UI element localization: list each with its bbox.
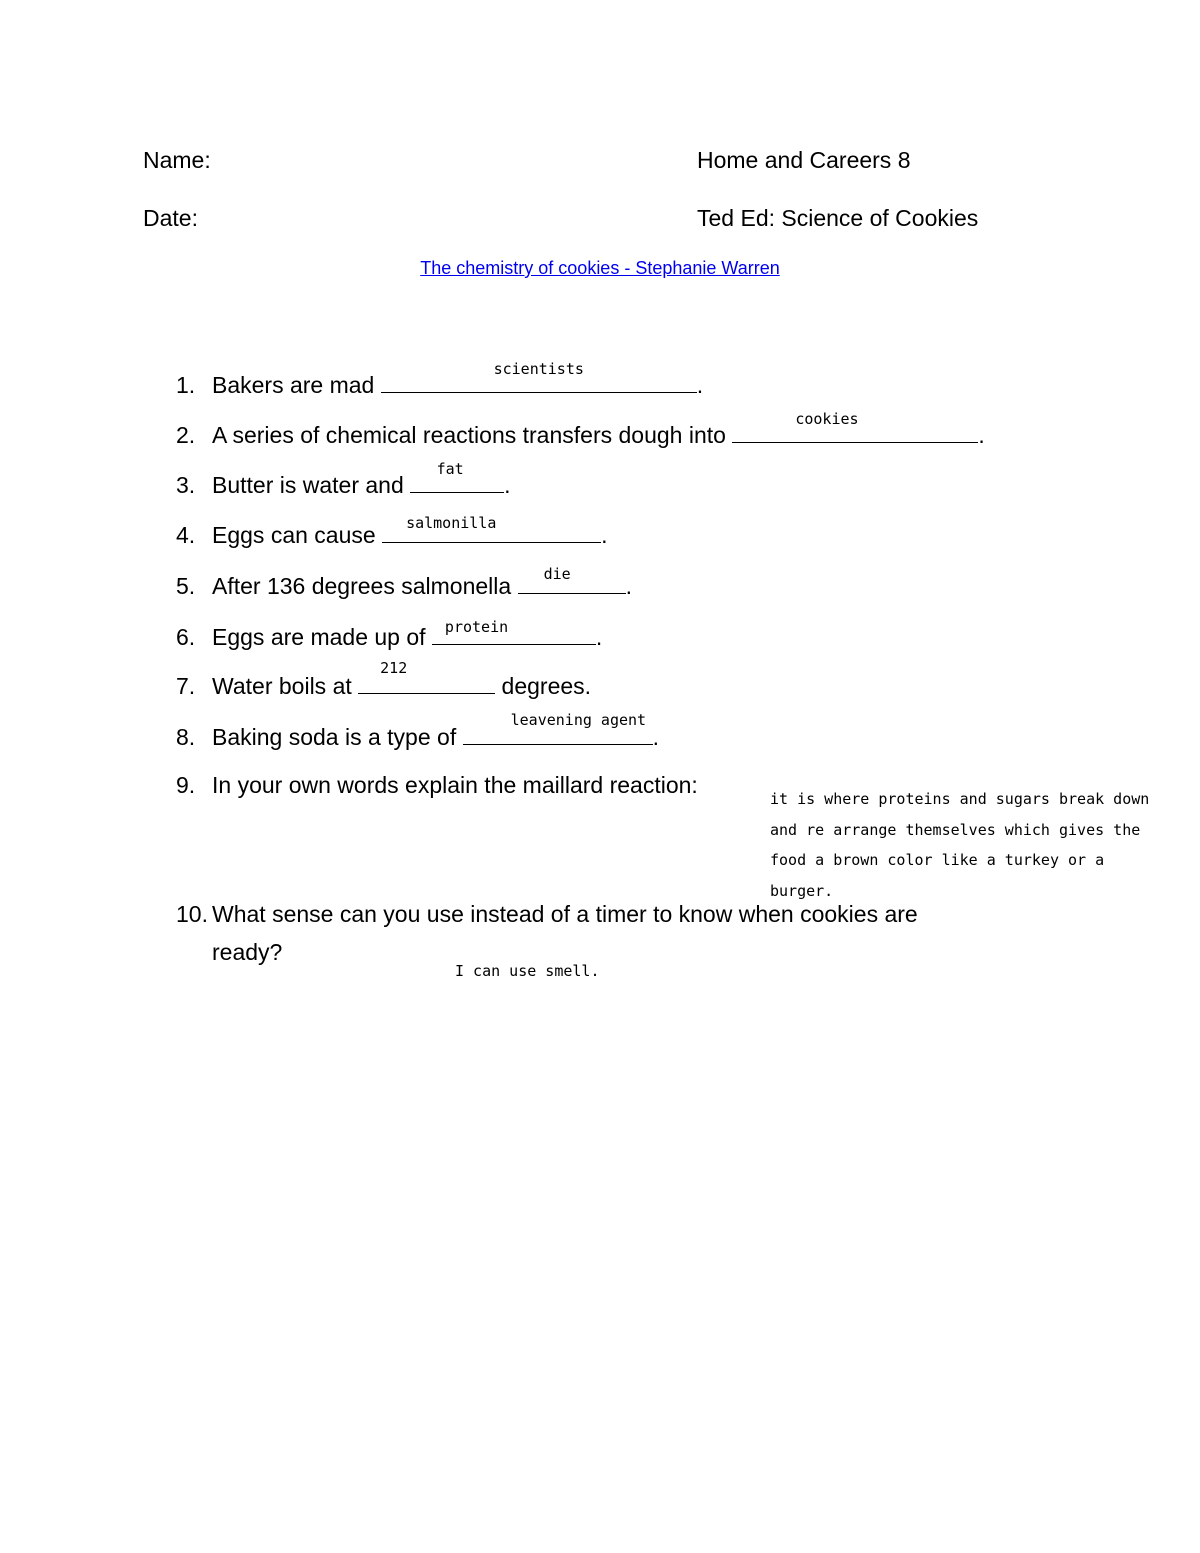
- question-text: In your own words explain the maillard reaction:: [212, 772, 698, 798]
- question-text: Bakers are mad: [212, 372, 381, 398]
- answer-blank[interactable]: [432, 618, 596, 645]
- question-number: 1.: [176, 372, 196, 398]
- question-suffix: .: [595, 624, 603, 650]
- question-5: [176, 565, 632, 600]
- answer-text: fat: [436, 460, 464, 478]
- answer-blank[interactable]: [732, 410, 978, 443]
- question-text: Water boils at: [212, 673, 359, 699]
- question-number: 5.: [176, 573, 196, 599]
- question-9: [176, 771, 698, 799]
- question-2: [176, 410, 985, 449]
- question-number: 6.: [176, 624, 196, 650]
- question-suffix: .: [504, 472, 511, 498]
- video-link[interactable]: The chemistry of cookies - Stephanie Warren: [420, 258, 780, 278]
- question-suffix: .: [978, 422, 985, 448]
- answer-text: cookies: [795, 410, 859, 428]
- question-text: Baking soda is a type of: [212, 724, 463, 750]
- answer-blank[interactable]: [382, 514, 601, 543]
- question-number: 7.: [176, 673, 196, 699]
- question-number: 2.: [176, 422, 196, 448]
- name-label: Name:: [143, 147, 211, 173]
- question-1: [176, 360, 704, 399]
- question-number: 9.: [176, 772, 196, 798]
- question-text: What sense can you use instead of a timer to know when cookies are: [212, 901, 918, 927]
- question-10-continued: ready?: [212, 939, 283, 965]
- answer-9-text[interactable]: it is where proteins and sugars break down and re arrange themselves which gives the food a brown color like a turkey or a burger.: [770, 790, 1150, 900]
- question-text: A series of chemical reactions transfers dough into: [212, 422, 733, 448]
- course-title: Home and Careers 8: [697, 147, 911, 173]
- question-text: Eggs are made up of: [212, 624, 432, 650]
- answer-blank[interactable]: [518, 565, 626, 594]
- answer-text: leavening agent: [510, 711, 647, 729]
- question-suffix: .: [696, 372, 704, 398]
- answer-10-text[interactable]: I can use smell.: [455, 962, 600, 980]
- question-number: 10.: [176, 901, 208, 927]
- question-text: After 136 degrees salmonella: [212, 573, 518, 599]
- question-suffix: .: [601, 522, 608, 548]
- answer-blank[interactable]: [410, 460, 504, 493]
- question-suffix: .: [625, 573, 632, 599]
- question-7: [176, 659, 592, 700]
- question-text: Eggs can cause: [212, 522, 383, 548]
- question-text: Butter is water and: [212, 472, 411, 498]
- date-label: Date:: [143, 205, 198, 231]
- answer-text: protein: [444, 618, 509, 636]
- answer-blank[interactable]: [358, 659, 495, 694]
- question-number: 8.: [176, 724, 196, 750]
- answer-text: 212: [380, 659, 408, 677]
- answer-text: scientists: [493, 360, 584, 378]
- activity-title: Ted Ed: Science of Cookies: [697, 205, 979, 231]
- answer-blank[interactable]: [463, 711, 653, 745]
- answer-text: salmonilla: [406, 514, 497, 532]
- question-10: [176, 900, 918, 928]
- question-8: [176, 711, 659, 751]
- question-3: [176, 460, 511, 499]
- question-suffix: degrees.: [495, 673, 592, 699]
- question-4: [176, 514, 608, 549]
- question-number: 4.: [176, 522, 196, 548]
- question-number: 3.: [176, 472, 196, 498]
- answer-text: die: [543, 565, 571, 583]
- answer-blank[interactable]: [381, 360, 697, 393]
- question-6: [176, 618, 603, 651]
- question-suffix: .: [652, 724, 659, 750]
